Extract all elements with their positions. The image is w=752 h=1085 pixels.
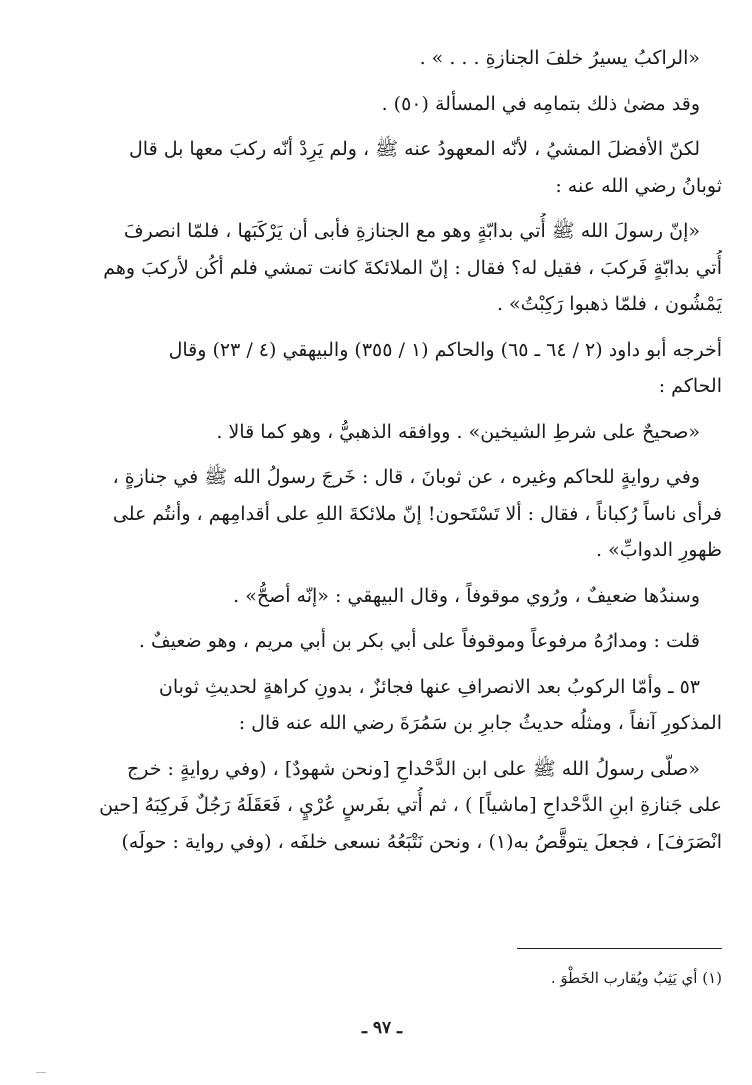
scan-mark xyxy=(36,1072,46,1073)
paragraph-p1 xyxy=(42,40,722,77)
text-line: أُتي بدابّةٍ فَركبَ ، فقيل له؟ فقال : إنّ الملائكةَ كانت تمشي فلم أكُن لأركبَ وهم xyxy=(103,256,722,279)
paragraph-p2 xyxy=(42,86,722,123)
book-page xyxy=(42,40,722,1040)
paragraph-p4 xyxy=(42,213,722,323)
paragraph-p7 xyxy=(42,459,722,569)
text-line: المذكورِ آنفاً ، ومثلُه حديثُ جابرِ بن سَمُرَةَ رضي الله عنه قال : xyxy=(238,712,722,734)
text-line: ظهورِ الدوابِّ» . xyxy=(596,539,722,561)
page-number: ـ ٩٧ ـ xyxy=(361,1018,403,1038)
text-line: وفي روايةٍ للحاكم وغيره ، عن ثوبانَ ، قال : خَرجَ رسولُ الله ﷺ في جنازةٍ ، xyxy=(112,466,700,488)
paragraph-p11 xyxy=(42,751,722,861)
footnote-divider xyxy=(517,948,722,949)
text-line: انْصَرَفَ] ، فجعلَ يتوقَّصُ به(١) ، ونحن نَتْبَعُهُ نسعى خلفَه ، (وفي رواية : حولَه) xyxy=(121,830,722,853)
text-line: أخرجه أبو داود (٢ / ٦٤ ـ ٦٥) والحاكم (١ / ٣٥٥) والبيهقي (٤ / ٢٣) وقال xyxy=(168,338,722,361)
paragraph-p5 xyxy=(42,332,722,405)
text-line: «الراكبُ يسيرُ خلفَ الجنازةِ . . . » . xyxy=(419,47,700,69)
text-line: لكنّ الأفضلَ المشيُ ، لأنّه المعهودُ عنه ﷺ ، ولم يَرِدْ أنّه ركبَ معها بل قال xyxy=(129,138,700,160)
text-line: وسندُها ضعيفٌ ، ورُوي موقوفاً ، وقال البيهقي : «إنّه أصحُّ» . xyxy=(233,584,700,607)
text-line: «صحيحٌ على شرطِ الشيخين» . ووافقه الذهبيُّ ، وهو كما قالا . xyxy=(216,420,700,443)
main-text xyxy=(42,40,722,860)
text-line: «إنّ رسولَ الله ﷺ أُتي بدابّةٍ وهو مع الجنازةِ فأبى أن يَرْكَبَها ، فلمّا انصرفَ xyxy=(123,220,700,242)
text-line: قلت : ومدارُهُ مرفوعاً وموقوفاً على أبي بكر بن أبي مريم ، وهو ضعيفٌ . xyxy=(138,630,700,652)
text-line: ثوبانُ رضي الله عنه : xyxy=(555,174,722,197)
paragraph-p6 xyxy=(42,414,722,451)
text-line: ٥٣ ـ وأمّا الركوبُ بعد الانصرافِ عنها فجائزٌ ، بدونِ كراهةٍ لحديثِ ثوبان xyxy=(158,675,700,698)
text-line: الحاكم : xyxy=(658,375,722,397)
paragraph-p3 xyxy=(42,131,722,204)
text-line: وقد مضىٰ ذلك بتمامِه في المسألة (٥٠) . xyxy=(381,92,700,115)
paragraph-p8 xyxy=(42,578,722,615)
paragraph-p10 xyxy=(42,669,722,742)
footnote: (١) أي يَثِبُ ويُقارب الخَطْوَ . xyxy=(550,969,722,987)
text-line: «صلّى رسولُ الله ﷺ على ابن الدَّحْداحِ [ونحن شهودٌ] ، (وفي روايةٍ : خرج xyxy=(126,757,700,780)
paragraph-p9 xyxy=(42,623,722,660)
text-line: فرأى ناساً رُكباناً ، فقال : ألا تَسْتَحون! إنّ ملائكةَ اللهِ على أقدامِهم ، وأنتُم على xyxy=(112,502,722,525)
text-line: على جَنازةِ ابنِ الدَّحْداحِ [ماشياً] ) ، ثم أُتي بفَرسٍ عُرْيٍ ، فَعَقَلَهُ رَجُلٌ فَركِبَهُ [حين xyxy=(99,794,722,816)
text-line: يَمْشُون ، فلمّا ذهبوا رَكِبْتُ» . xyxy=(496,293,722,315)
